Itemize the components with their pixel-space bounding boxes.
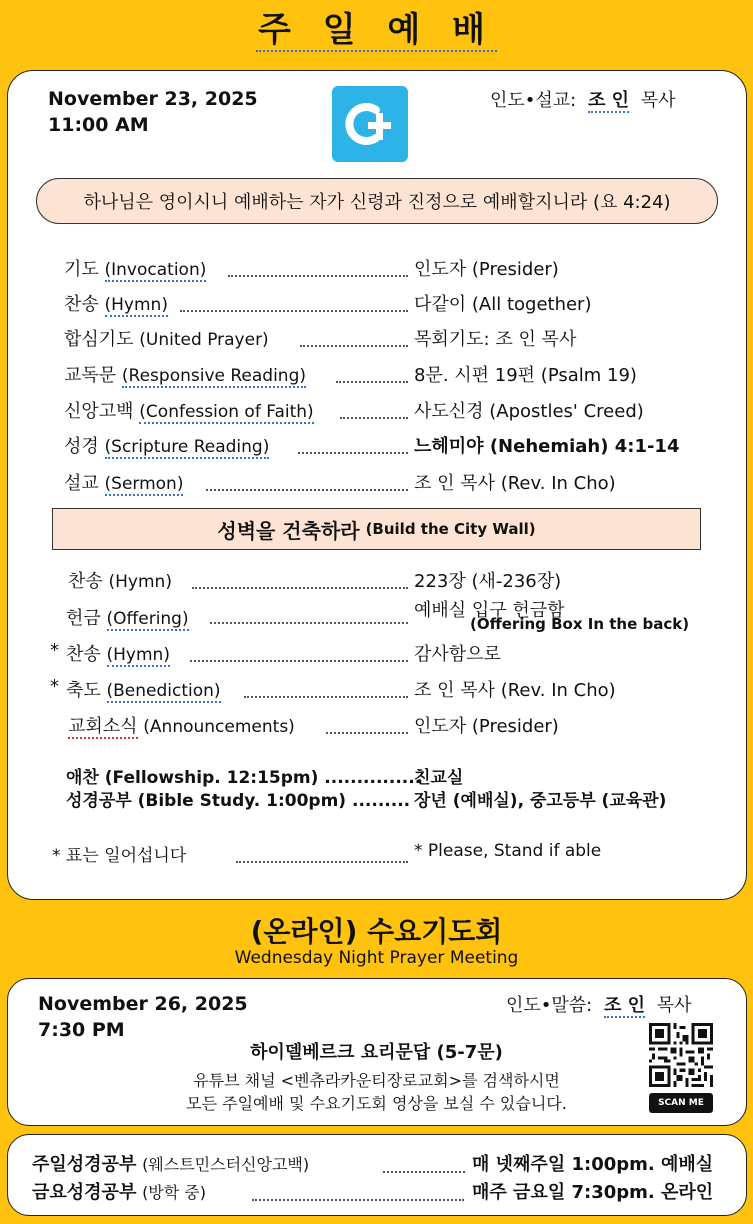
bible-study-label: 성경공부 (Bible Study. 1:00pm) ......... [66, 791, 411, 811]
scan-me-label: SCAN ME [649, 1093, 713, 1113]
order-row-hymn-2: 찬송 (Hymn) 223장 (새-236장) [68, 571, 562, 592]
bible-study-place: 장년 (예배실), 중고등부 (교육관) [414, 791, 667, 811]
order-row-sermon: 설교 (Sermon) 조 인 목사 (Rev. In Cho) [64, 473, 616, 494]
sunday-study-row: 주일성경공부 (웨스트민스터신앙고백) [32, 1154, 310, 1175]
order-row-hymn: 찬송 (Hymn) 다같이 (All together) [64, 294, 592, 315]
order-row-confession: 신앙고백 (Confession of Faith) 사도신경 (Apostles' Creed) [64, 401, 644, 422]
order-row-invocation: 기도 (Invocation) 인도자 (Presider) [64, 259, 559, 280]
stand-note-dots [236, 861, 408, 863]
wednesday-time: 7:30 PM [38, 1019, 125, 1041]
stand-note-en: * Please, Stand if able [414, 841, 602, 861]
wednesday-topic: 하이델베르크 요리문답 (5-7문) [250, 1042, 503, 1063]
sunday-leader: 인도•설교: 조 인 목사 [490, 90, 676, 111]
sunday-time: 11:00 AM [48, 114, 149, 136]
order-row-benediction: * 축도 (Benediction) 조 인 목사 (Rev. In Cho) [50, 676, 616, 701]
wednesday-title: (온라인) 수요기도회 [250, 915, 503, 948]
order-row-announcements: 교회소식 (Announcements) 인도자 (Presider) [68, 716, 559, 737]
order-row-responsive-reading: 교독문 (Responsive Reading) 8문. 시편 19편 (Psalm 19) [64, 365, 637, 386]
fellowship-place: 친교실 [414, 768, 464, 788]
youtube-note-line2: 모든 주일예배 및 수요기도회 영상을 보실 수 있습니다. [186, 1094, 567, 1113]
church-cross-logo-icon [332, 86, 408, 162]
order-row-scripture: 성경 (Scripture Reading) 느헤미야 (Nehemiah) 4:1-14 [64, 436, 680, 457]
wednesday-leader: 인도•말씀: 조 인 목사 [506, 995, 692, 1016]
qr-code-icon[interactable] [649, 1023, 713, 1087]
scripture-verse: 하나님은 영이시니 예배하는 자가 신령과 진정으로 예배할지니라 (요 4:24) [36, 178, 718, 224]
order-row-united-prayer: 합심기도 (United Prayer) 목회기도: 조 인 목사 [64, 329, 577, 350]
sunday-study-when: 매 넷째주일 1:00pm. 예배실 [472, 1154, 714, 1175]
sunday-date: November 23, 2025 [48, 88, 258, 110]
wednesday-date: November 26, 2025 [38, 993, 248, 1015]
sunday-study-dots [383, 1171, 465, 1173]
friday-study-row: 금요성경공부 (방학 중) [32, 1182, 207, 1203]
fellowship-label: 애찬 (Fellowship. 12:15pm) ............... [66, 768, 422, 788]
youtube-note-line1: 유튜브 채널 <벤츄라카운티장로교회>를 검색하시면 [193, 1071, 560, 1090]
order-row-offering: 헌금 (Offering) 예배실 입구 헌금함 (Offering Box In the back) [66, 600, 690, 633]
wednesday-subtitle: Wednesday Night Prayer Meeting [234, 948, 519, 968]
friday-study-dots [252, 1199, 464, 1201]
sermon-title: 성벽을 건축하라 (Build the City Wall) [52, 508, 701, 550]
stand-note-ko: * 표는 일어섭니다 [52, 846, 187, 866]
page-title: 주 일 예 배 [258, 10, 495, 50]
friday-study-when: 매주 금요일 7:30pm. 온라인 [472, 1182, 714, 1203]
order-row-hymn-3: * 찬송 (Hymn) 감사함으로 [50, 640, 501, 665]
